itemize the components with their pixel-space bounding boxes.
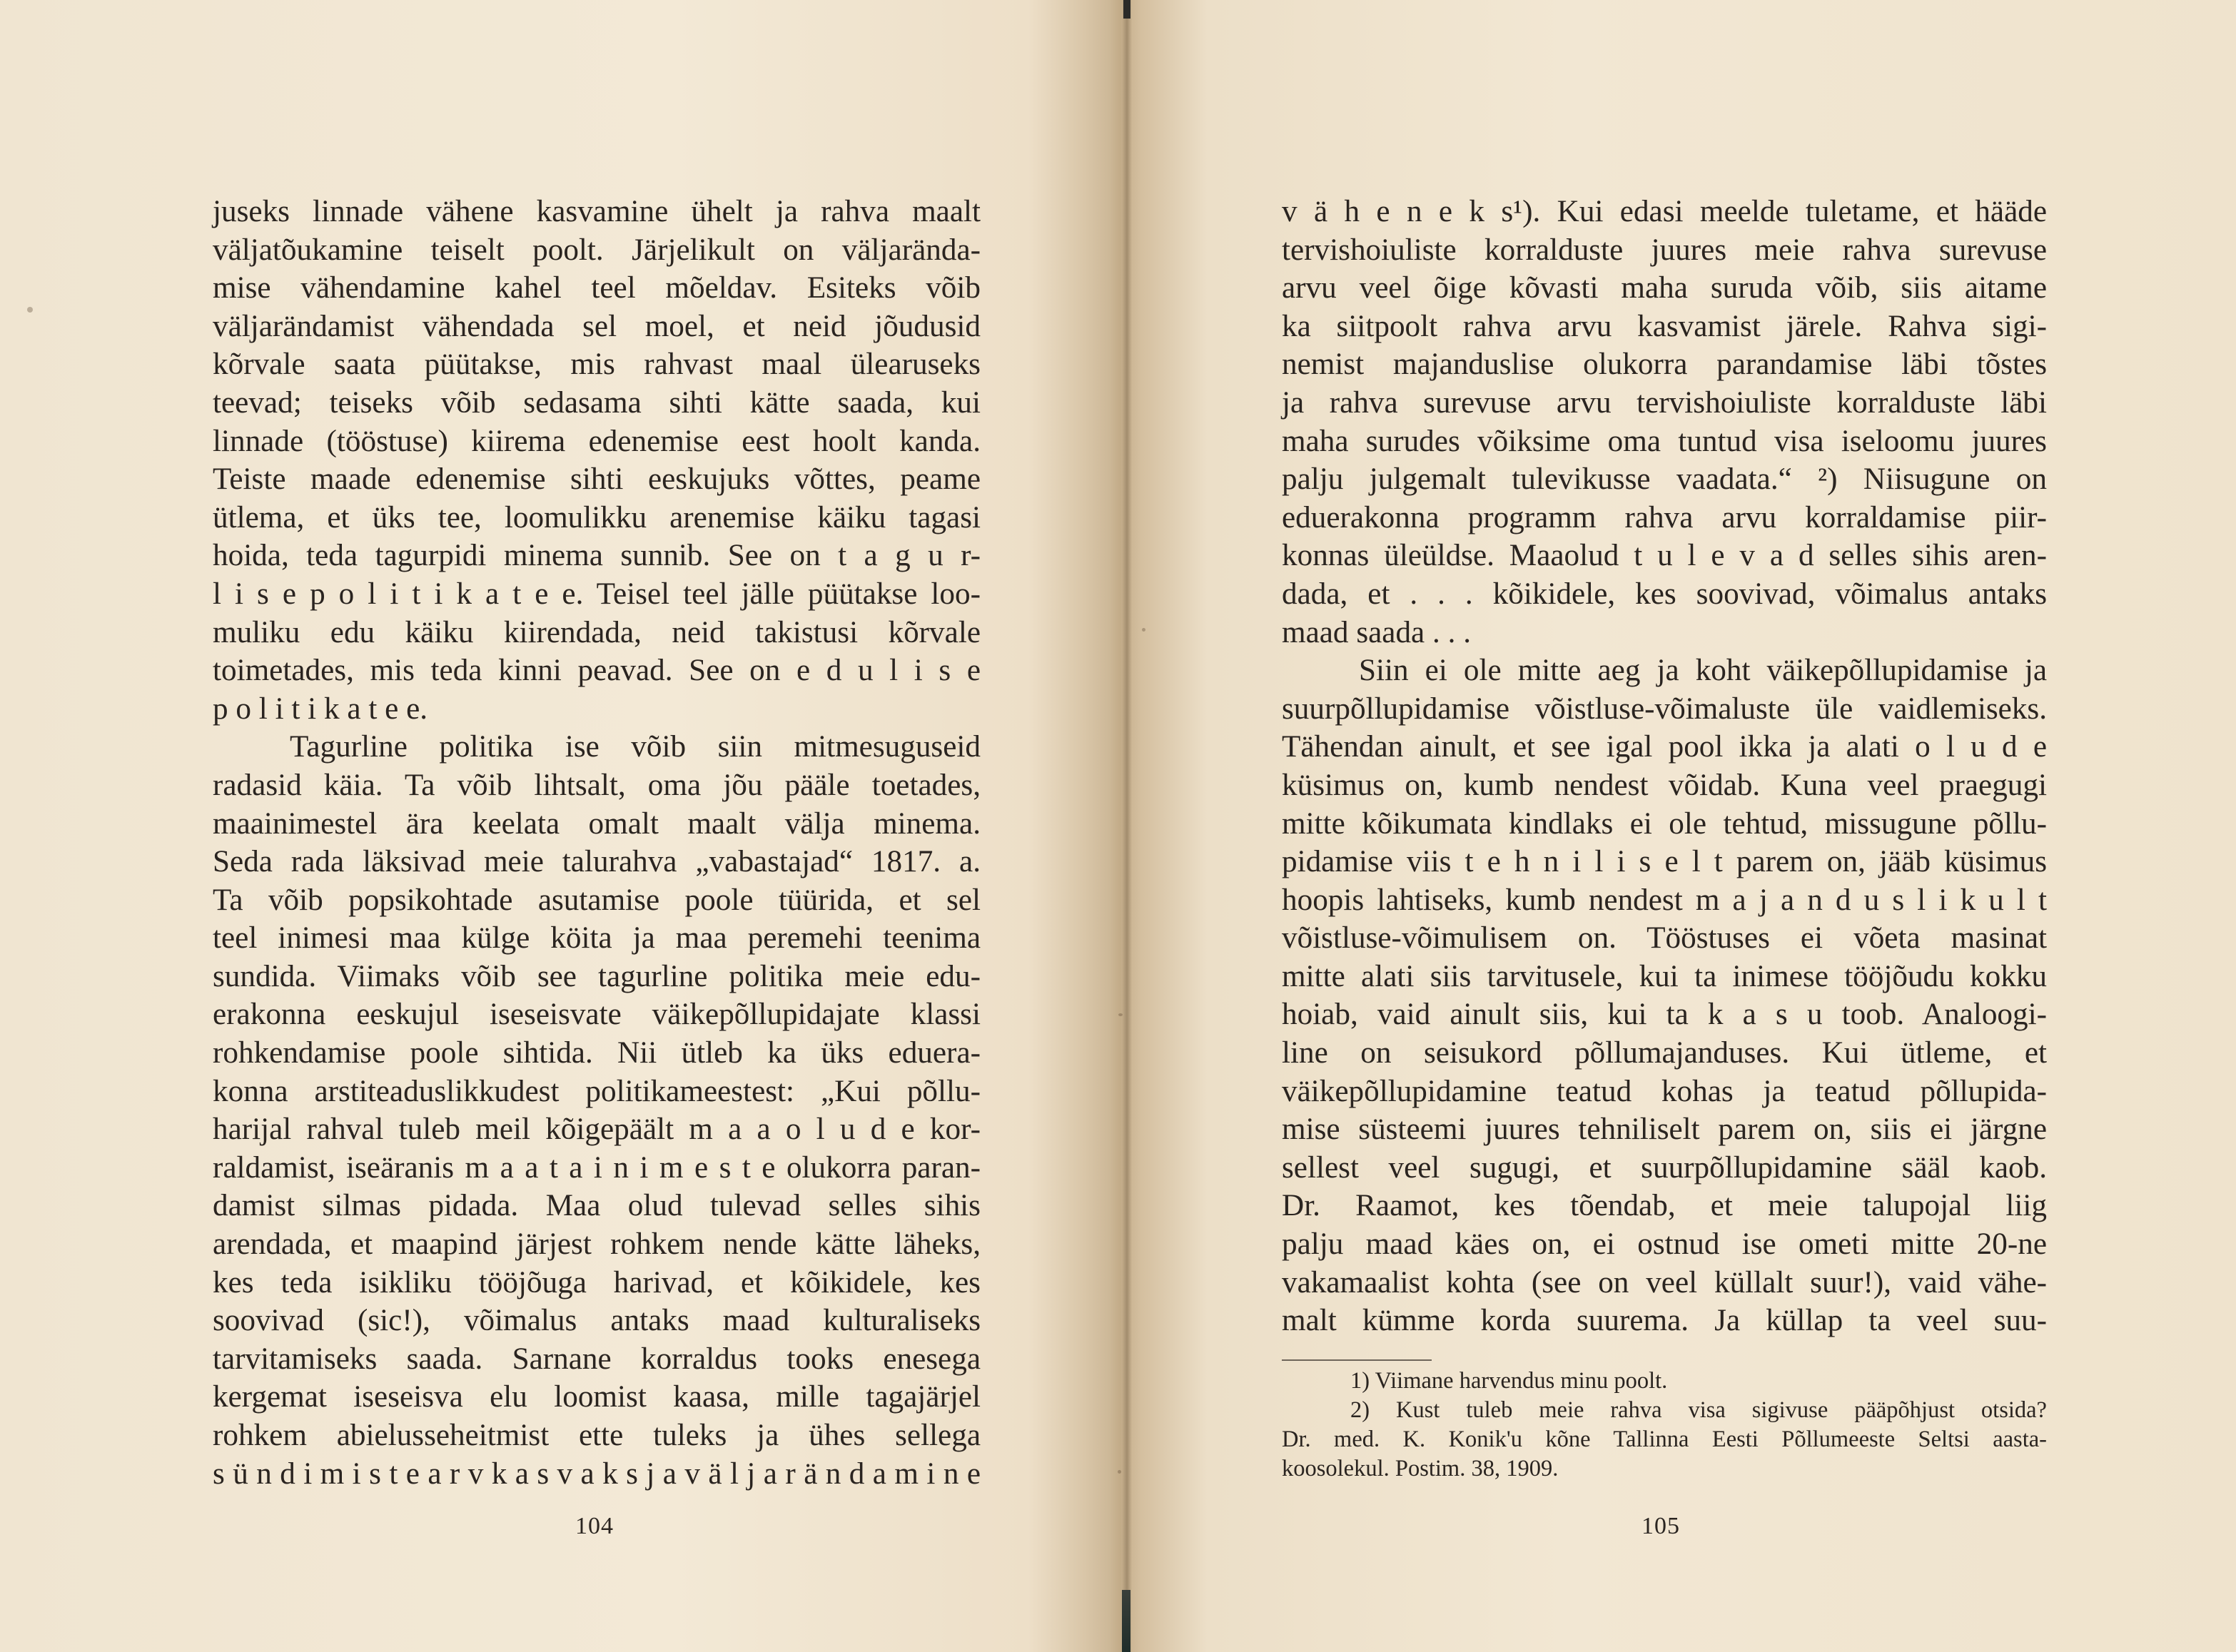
text-line: arvu veel õige kõvasti maha suruda võib, siis aitame [1282, 271, 2047, 305]
text-line: linnade (tööstuse) kiirema edenemise eest hoolt kanda. [213, 424, 981, 458]
text-line: muliku edu käiku kiirendada, neid takistusi kõrvale [213, 615, 981, 649]
text-line: Tähendan ainult, et see igal pool ikka ja alati o l u d e [1282, 730, 2047, 764]
text-line: kes teda isikliku tööjõuga harivad, et kõikidele, kes [213, 1265, 981, 1299]
text-line: konnas üleüldse. Maaolud t u l e v a d selles sihis aren- [1282, 539, 2047, 573]
text-line: vakamaalist kohta (see on veel küllalt suur!), vaid vähe- [1282, 1265, 2047, 1299]
text-line: tervishoiuliste korralduste juures meie rahva surevuse [1282, 233, 2047, 267]
page-number-right: 105 [1641, 1513, 1680, 1539]
text-line: teel inimesi maa külge köita ja maa peremehi teenima [213, 921, 981, 956]
text-line: dada, et . . . kõikidele, kes soovivad, võimalus antaks [1282, 577, 2047, 611]
left-page-text [213, 193, 981, 1493]
text-line: rohkendamise poole sihtida. Nii ütleb ka üks eduera- [213, 1036, 981, 1070]
text-line: kergemat iseseisva elu loomist kaasa, mille tagajärjel [213, 1380, 981, 1414]
text-line: raldamist, iseäranis m a a t a i n i m e s t e olukorra paran- [213, 1150, 981, 1185]
text-line: palju julgemalt tulevikusse vaadata.“ ²) Niisugune on [1282, 462, 2047, 497]
text-line: hoida, teda tagurpidi minema sunnib. See on t a g u r- [213, 539, 981, 573]
text-line: erakonna eeskujul iseseisvate väikepõllupidajate klassi [213, 998, 981, 1032]
text-line: Ta võib popsikohtade asutamise poole tüürida, et sel [213, 883, 981, 917]
text-line: eduerakonna programm rahva arvu korraldamise piir- [1282, 500, 2047, 534]
spine-binding-bottom [1122, 1590, 1130, 1652]
text-line: radasid käia. Ta võib lihtsalt, oma jõu pääle toetades, [213, 768, 981, 802]
text-line: arendada, et maapind järjest rohkem nende kätte läheks, [213, 1227, 981, 1262]
text-line: soovivad (sic!), võimalus antaks maad kulturaliseks [213, 1304, 981, 1338]
text-line: Teiste maade edenemise sihti eeskujuks võttes, peame [213, 462, 981, 497]
text-line: s ü n d i m i s t e a r v k a s v a k s j a v ä l j a r ä n d a m i n e [213, 1456, 981, 1491]
text-line: l i s e p o l i t i k a t e e. Teisel teel jälle püütakse loo- [213, 577, 981, 611]
text-line: palju maad käes on, ei ostnud ise ometi mitte 20-ne [1282, 1227, 2047, 1262]
text-line: suurpõllupidamise võistluse-võimaluste üle vaidlemiseks. [1282, 691, 2047, 726]
text-line: võistluse-võimulisem on. Tööstuses ei võeta masinat [1282, 921, 2047, 956]
text-line: küsimus on, kumb nendest võidab. Kuna veel praegugi [1282, 768, 2047, 802]
text-line: hoopis lahtiseks, kumb nendest m a j a n d u s l i k u l t [1282, 883, 2047, 917]
text-line: konna arstiteaduslikkudest politikameestest: „Kui põllu- [213, 1074, 981, 1108]
text-line: Tagurline politika ise võib siin mitmesuguseid [290, 730, 981, 764]
text-line: mise vähendamine kahel teel mõeldav. Esiteks võib [213, 271, 981, 305]
text-line: maainimestel ära keelata omalt maalt välja minema. [213, 806, 981, 841]
text-line: sellest veel sugugi, et suurpõllupidamine sääl kaob. [1282, 1150, 2047, 1185]
footnote-rule [1282, 1359, 1432, 1361]
text-line: mise süsteemi juures tehniliselt parem on, siis ei järgne [1282, 1113, 2047, 1147]
text-line: Siin ei ole mitte aeg ja koht väikepõllupidamise ja [1359, 654, 2047, 688]
text-line: ka siitpoolt rahva arvu kasvamist järele. Rahva sigi- [1282, 309, 2047, 343]
text-line: toimetades, mis teda kinni peavad. See on e d u l i s e [213, 654, 981, 688]
text-line: damist silmas pidada. Maa olud tulevad selles sihis [213, 1189, 981, 1223]
text-line: sundida. Viimaks võib see tagurline politika meie edu- [213, 959, 981, 993]
text-line: v ä h e n e k s¹). Kui edasi meelde tuletame, et hääde [1282, 195, 2047, 228]
text-line: väljarändamist vähendada sel moel, et neid jõudusid [213, 309, 981, 343]
text-line: maha surudes võiksime oma tuntud visa iseloomu juures [1282, 424, 2047, 458]
text-line: line on seisukord põllumajanduses. Kui ütleme, et [1282, 1036, 2047, 1070]
footnote-line: koosolekul. Postim. 38, 1909. [1282, 1456, 1559, 1481]
text-line: Dr. Raamot, kes tõendab, et meie talupojal liig [1282, 1189, 2047, 1223]
book-spine [1122, 0, 1132, 1652]
page-number-left: 104 [575, 1513, 614, 1539]
text-line: ja rahva surevuse arvu tervishoiuliste korralduste läbi [1282, 385, 2047, 420]
footnote-line: 2) Kust tuleb meie rahva visa sigivuse pääpõhjust otsida? [1350, 1397, 2047, 1423]
text-line: mitte kõikumata kindlaks ei ole tehtud, missugune põllu- [1282, 806, 2047, 841]
text-line: rohkem abielusseheitmist ette tuleks ja ühes sellega [213, 1419, 981, 1452]
text-line: kõrvale saata püütakse, mis rahvast maal ülearuseks [213, 348, 981, 382]
text-line: malt kümme korda suurema. Ja küllap ta veel suu- [1282, 1304, 2047, 1338]
text-line: p o l i t i k a t e e. [213, 691, 428, 726]
text-line: maad saada . . . [1282, 615, 1472, 649]
text-line: Seda rada läksivad meie talurahva „vabastajad“ 1817. a. [213, 845, 981, 879]
text-line: mitte alati siis tarvitusele, kui ta inimese tööjõudu kokku [1282, 959, 2047, 993]
text-line: teevad; teiseks võib sedasama sihti kätte saada, kui [213, 385, 981, 420]
text-line: nemist majanduslise olukorra parandamise läbi tõstes [1282, 348, 2047, 382]
right-page-text [1282, 193, 2047, 1340]
footnote-line: Dr. med. K. Konik'u kõne Tallinna Eesti Põllumeeste Seltsi aasta- [1282, 1427, 2047, 1452]
text-line: väljatõukamine teiselt poolt. Järjelikult on väljarända- [213, 233, 981, 267]
text-line: tarvitamiseks saada. Sarnane korraldus tooks enesega [213, 1342, 981, 1376]
text-line: väikepõllupidamine teatud kohas ja teatud põllupida- [1282, 1074, 2047, 1108]
footnote-line: 1) Viimane harvendus minu poolt. [1350, 1368, 1668, 1394]
spine-binding-top [1123, 0, 1130, 19]
text-line: harijal rahval tuleb meil kõigepäält m a a o l u d e kor- [213, 1113, 981, 1147]
text-line: juseks linnade vähene kasvamine ühelt ja rahva maalt [213, 195, 981, 228]
text-line: hoiab, vaid ainult siis, kui ta k a s u toob. Analoogi- [1282, 998, 2047, 1032]
text-line: ütlema, et üks tee, loomulikku arenemise käiku tagasi [213, 500, 981, 534]
text-line: pidamise viis t e h n i l i s e l t parem on, jääb küsimus [1282, 845, 2047, 879]
footnotes [1282, 1359, 2047, 1484]
